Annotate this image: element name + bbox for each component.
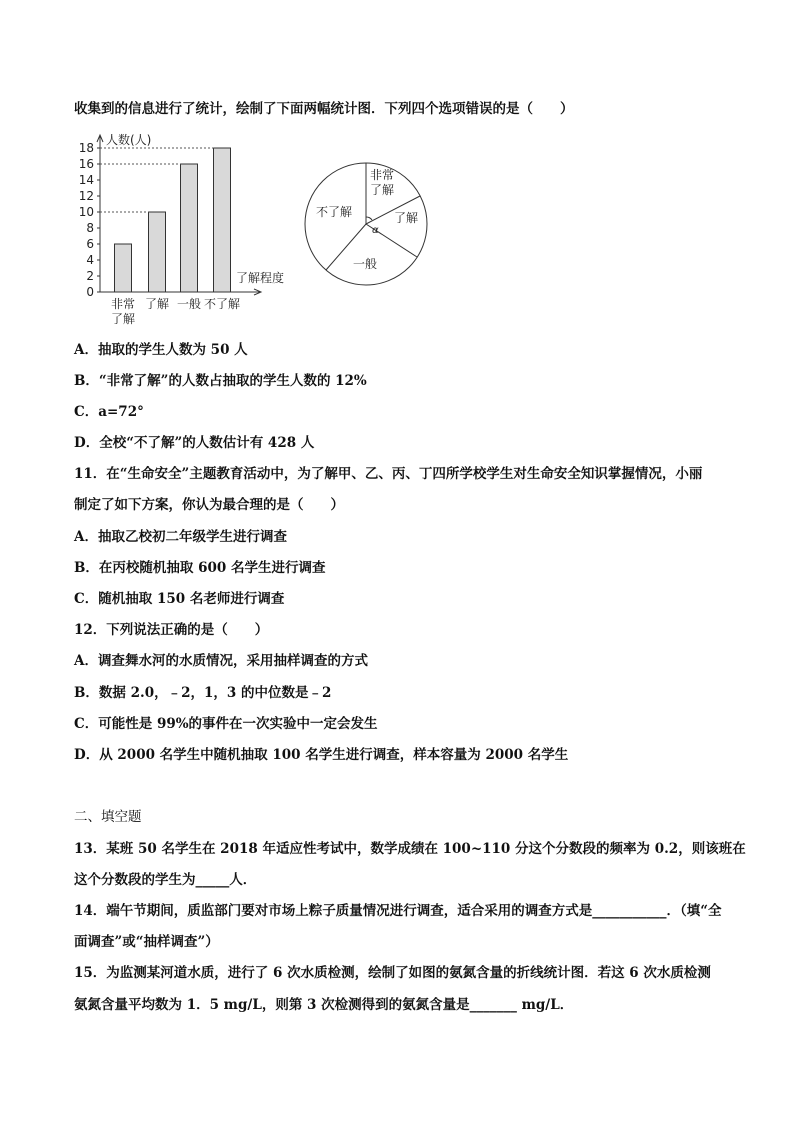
q11-stem-line2: 制定了如下方案，你认为最合理的是（ ）: [74, 497, 344, 513]
x-axis-label: 了解程度: [236, 271, 285, 285]
q14-line2: 面调查”或“抽样调查”）: [74, 934, 219, 950]
pie-label-very-line2: 了解: [370, 183, 395, 197]
pie-label-know: 了解: [394, 211, 419, 225]
q10-option-a: A．抽取的学生人数为 50 人: [74, 342, 248, 358]
pie-label-very-line1: 非常: [370, 168, 395, 182]
bar: [214, 148, 231, 292]
figure-area: [60, 124, 460, 338]
pie-chart: [305, 163, 427, 285]
q12-option-a: A．调查舞水河的水质情况，采用抽样调查的方式: [74, 653, 368, 669]
q13-line2: 这个分数段的学生为_____人．: [74, 872, 257, 888]
y-tick-label: 16: [78, 157, 94, 171]
y-tick-label: 2: [86, 269, 94, 283]
y-tick-label: 14: [78, 173, 94, 187]
pie-angle-arc: [366, 217, 372, 220]
q15-line1: 15．为监测某河道水质，进行了 6 次水质检测，绘制了如图的氨氮含量的折线统计图．若这 6 次水质检测: [74, 965, 711, 981]
q10-option-c: C．a=72°: [74, 404, 144, 420]
statistics-figures: [60, 124, 460, 334]
q11-stem-line1: 11．在“生命安全”主题教育活动中，为了解甲、乙、丙、丁四所学校学生对生命安全知识掌握情况，小丽: [74, 466, 703, 482]
y-tick-label: 12: [78, 189, 94, 203]
pie-label-unknown: 不了解: [316, 205, 353, 219]
pie-label-normal: 一般: [353, 257, 378, 271]
x-category-label: 一般: [176, 297, 202, 311]
y-tick-label: 0: [86, 285, 94, 299]
y-tick-label: 8: [86, 221, 94, 235]
x-category-label: 了解: [144, 297, 170, 311]
x-category-label: 了解: [110, 312, 136, 326]
q11-option-b: B．在丙校随机抽取 600 名学生进行调查: [74, 560, 326, 576]
pie-label-alpha: α: [372, 225, 379, 236]
q10-option-d: D．全校“不了解”的人数估计有 428 人: [74, 435, 315, 451]
q12-option-c: C．可能性是 99%的事件在一次实验中一定会发生: [74, 716, 378, 732]
section-heading-fill-in: 二、填空题: [74, 809, 142, 825]
bar: [149, 212, 166, 292]
y-tick-label: 4: [86, 253, 94, 267]
y-tick-label: 10: [78, 205, 94, 219]
x-category-label: 非常: [110, 297, 136, 311]
y-tick-label: 6: [86, 237, 94, 251]
bar-chart: [79, 132, 284, 326]
q12-option-d: D．从 2000 名学生中随机抽取 100 名学生进行调查，样本容量为 2000 名学生: [74, 747, 569, 763]
y-tick-label: 18: [78, 141, 94, 155]
q12-stem: 12．下列说法正确的是（ ）: [74, 622, 269, 638]
q11-option-a: A．抽取乙校初二年级学生进行调查: [74, 529, 287, 545]
q13-line1: 13．某班 50 名学生在 2018 年适应性考试中，数学成绩在 100~110 分这个分数段的频率为 0.2，则该班在: [74, 841, 746, 857]
q11-option-c: C．随机抽取 150 名老师进行调查: [74, 591, 285, 607]
q15-line2: 氨氮含量平均数为 1．5 mg/L，则第 3 次检测得到的氨氮含量是_______ mg/L．: [74, 997, 574, 1013]
q10-option-b: B．“非常了解”的人数占抽取的学生人数的 12%: [74, 373, 367, 389]
x-category-label: 不了解: [203, 297, 241, 311]
bar: [181, 164, 198, 292]
q14-line1: 14．端午节期间，质监部门要对市场上粽子质量情况进行调查，适合采用的调查方式是___________．（填“全: [74, 903, 722, 919]
question-intro: 收集到的信息进行了统计，绘制了下面两幅统计图．下列四个选项错误的是（ ）: [74, 101, 574, 117]
bar: [115, 244, 132, 292]
q12-option-b: B．数据 2.0，﹣2，1，3 的中位数是﹣2: [74, 685, 332, 701]
y-axis-label: 人数(人): [106, 133, 152, 147]
